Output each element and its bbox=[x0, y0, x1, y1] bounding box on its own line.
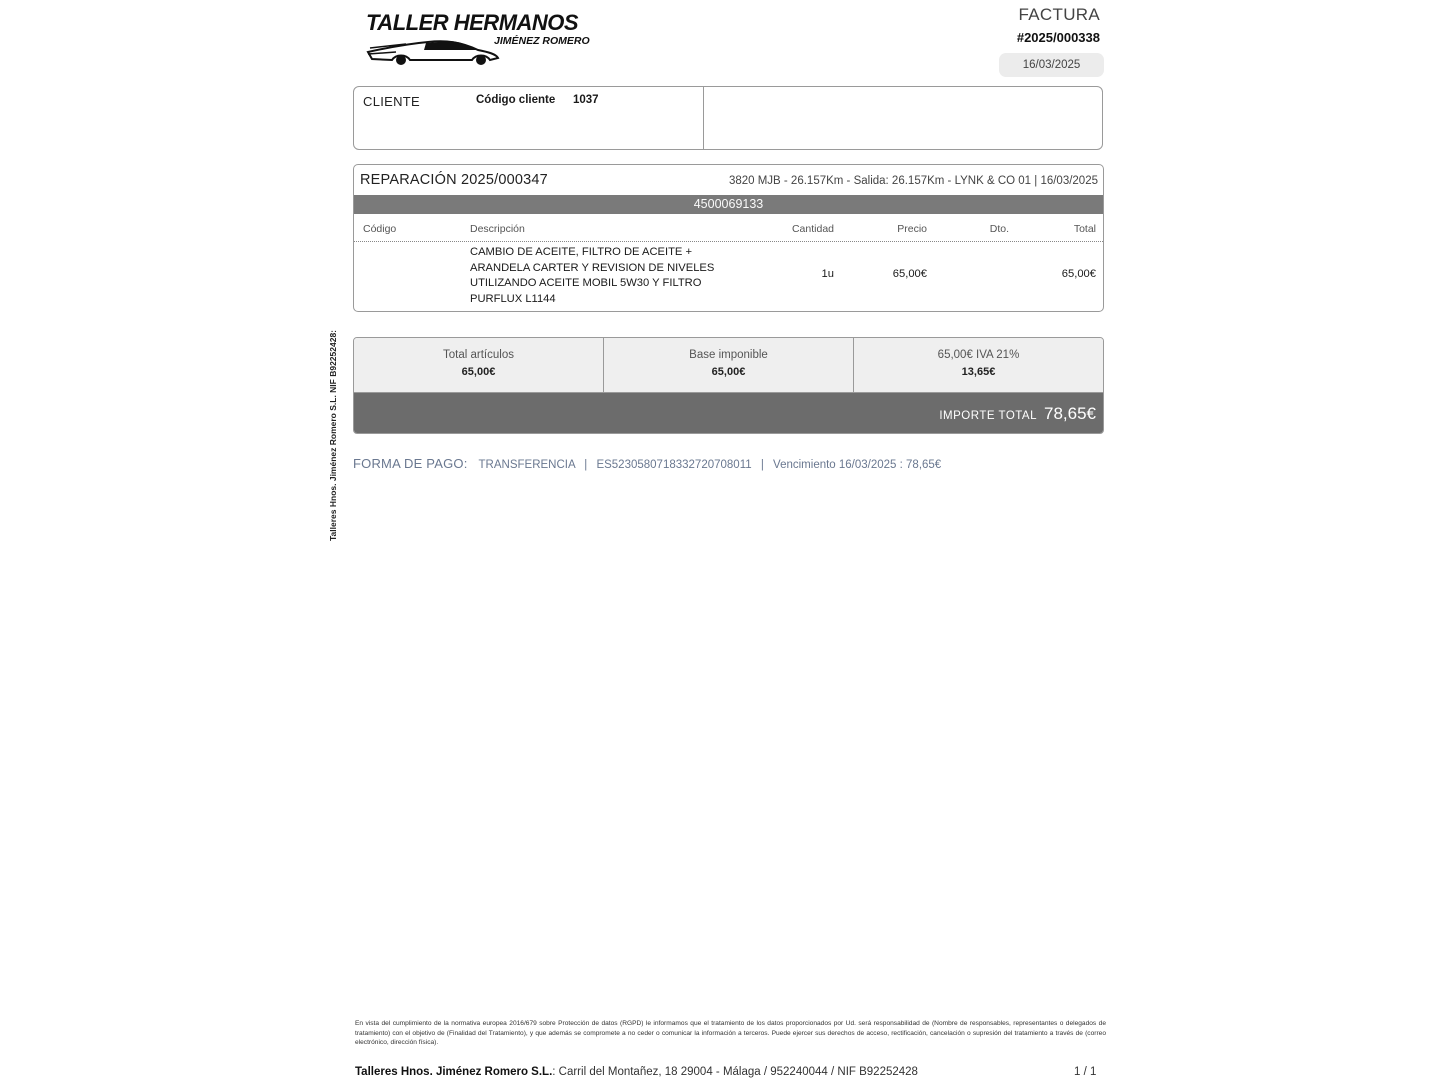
tax-base-label: Base imponible bbox=[689, 349, 768, 361]
client-code-label: Código cliente bbox=[476, 94, 556, 106]
totals-box bbox=[353, 337, 1104, 434]
line-quantity: 1u bbox=[821, 268, 834, 280]
client-box bbox=[353, 86, 1103, 150]
footer-company-name: Talleres Hnos. Jiménez Romero S.L. bbox=[355, 1066, 553, 1078]
line-description: CAMBIO DE ACEITE, FILTRO DE ACEITE + ARANDELA CARTER Y REVISION DE NIVELES UTILIZANDO ACEITE MOBIL 5W30 Y FILTRO PURFLUX L1144 bbox=[470, 246, 715, 305]
total-articles-value: 65,00€ bbox=[461, 366, 496, 378]
grand-total-label: IMPORTE TOTAL bbox=[939, 410, 1037, 422]
tax-base-value: 65,00€ bbox=[711, 366, 746, 378]
grand-total-value: 78,65€ bbox=[1044, 404, 1096, 423]
repair-box bbox=[353, 164, 1104, 312]
payment-row bbox=[353, 456, 941, 471]
column-header-code: Código bbox=[363, 223, 397, 235]
client-code: 1037 bbox=[573, 94, 599, 106]
column-header-total: Total bbox=[1073, 223, 1096, 235]
client-divider bbox=[703, 87, 704, 149]
legal-notice: En vista del cumplimiento de la normativa europea 2016/679 sobre Protección de datos (RGPD) le informamos que el tratamiento de los datos proporcionados por Ud. será responsabilidad de (Nombre de responsables, representantes o delegados de tratamiento) con el objetivo de (Finalidad del Tratamiento), y que además se compromete a no ceder o comunicar la información a terceros. Puede ejercer sus derechos de acceso, rectificación, cancelación o supresión del tratamiento a través de (correo electrónico, dirección física). bbox=[355, 1020, 1106, 1046]
line-total: 65,00€ bbox=[1061, 268, 1096, 280]
column-header-description: Descripción bbox=[470, 223, 525, 235]
total-articles-label: Total artículos bbox=[443, 349, 514, 361]
company-logo bbox=[366, 8, 606, 60]
payment-iban: ES5230580718332720708011 bbox=[596, 459, 752, 471]
column-header-discount: Dto. bbox=[989, 223, 1009, 235]
vat-value: 13,65€ bbox=[961, 366, 996, 378]
logo-subtitle: JIMÉNEZ ROMERO bbox=[494, 35, 590, 47]
company-side-text: Talleres Hnos. Jiménez Romero S.L. NIF B92252428: bbox=[328, 329, 338, 541]
repair-title: REPARACIÓN 2025/000347 bbox=[360, 172, 548, 188]
client-label: CLIENTE bbox=[363, 94, 421, 109]
column-header-quantity: Cantidad bbox=[791, 223, 834, 235]
vat-cell bbox=[854, 338, 1103, 392]
invoice-title: FACTURA bbox=[1018, 5, 1100, 24]
payment-label: FORMA DE PAGO: bbox=[353, 456, 468, 471]
grand-total-bar bbox=[354, 392, 1103, 434]
car-silhouette-icon bbox=[366, 30, 501, 66]
header-divider bbox=[354, 241, 1103, 242]
vat-label: 65,00€ IVA 21% bbox=[937, 349, 1020, 361]
footer-company bbox=[355, 1066, 918, 1078]
payment-method: TRANSFERENCIA bbox=[478, 459, 576, 471]
payment-separator: | bbox=[584, 459, 588, 471]
total-articles-cell bbox=[354, 338, 603, 392]
line-price: 65,00€ bbox=[892, 268, 927, 280]
payment-separator: | bbox=[760, 459, 764, 471]
footer-address: : Carril del Montañez, 18 29004 - Málaga / 952240044 / NIF B92252428 bbox=[552, 1066, 918, 1078]
column-header-price: Precio bbox=[897, 223, 927, 235]
logo-title: TALLER HERMANOS bbox=[366, 10, 579, 35]
payment-due: Vencimiento 16/03/2025 : 78,65€ bbox=[773, 459, 942, 471]
invoice-date: 16/03/2025 bbox=[999, 53, 1104, 77]
order-number-bar: 4500069133 bbox=[354, 195, 1103, 214]
tax-base-cell bbox=[604, 338, 853, 392]
invoice-number: #2025/000338 bbox=[1016, 30, 1100, 45]
repair-vehicle-info: 3820 MJB - 26.157Km - Salida: 26.157Km - LYNK & CO 01 | 16/03/2025 bbox=[728, 175, 1098, 187]
page-number: 1 / 1 bbox=[1074, 1066, 1097, 1078]
